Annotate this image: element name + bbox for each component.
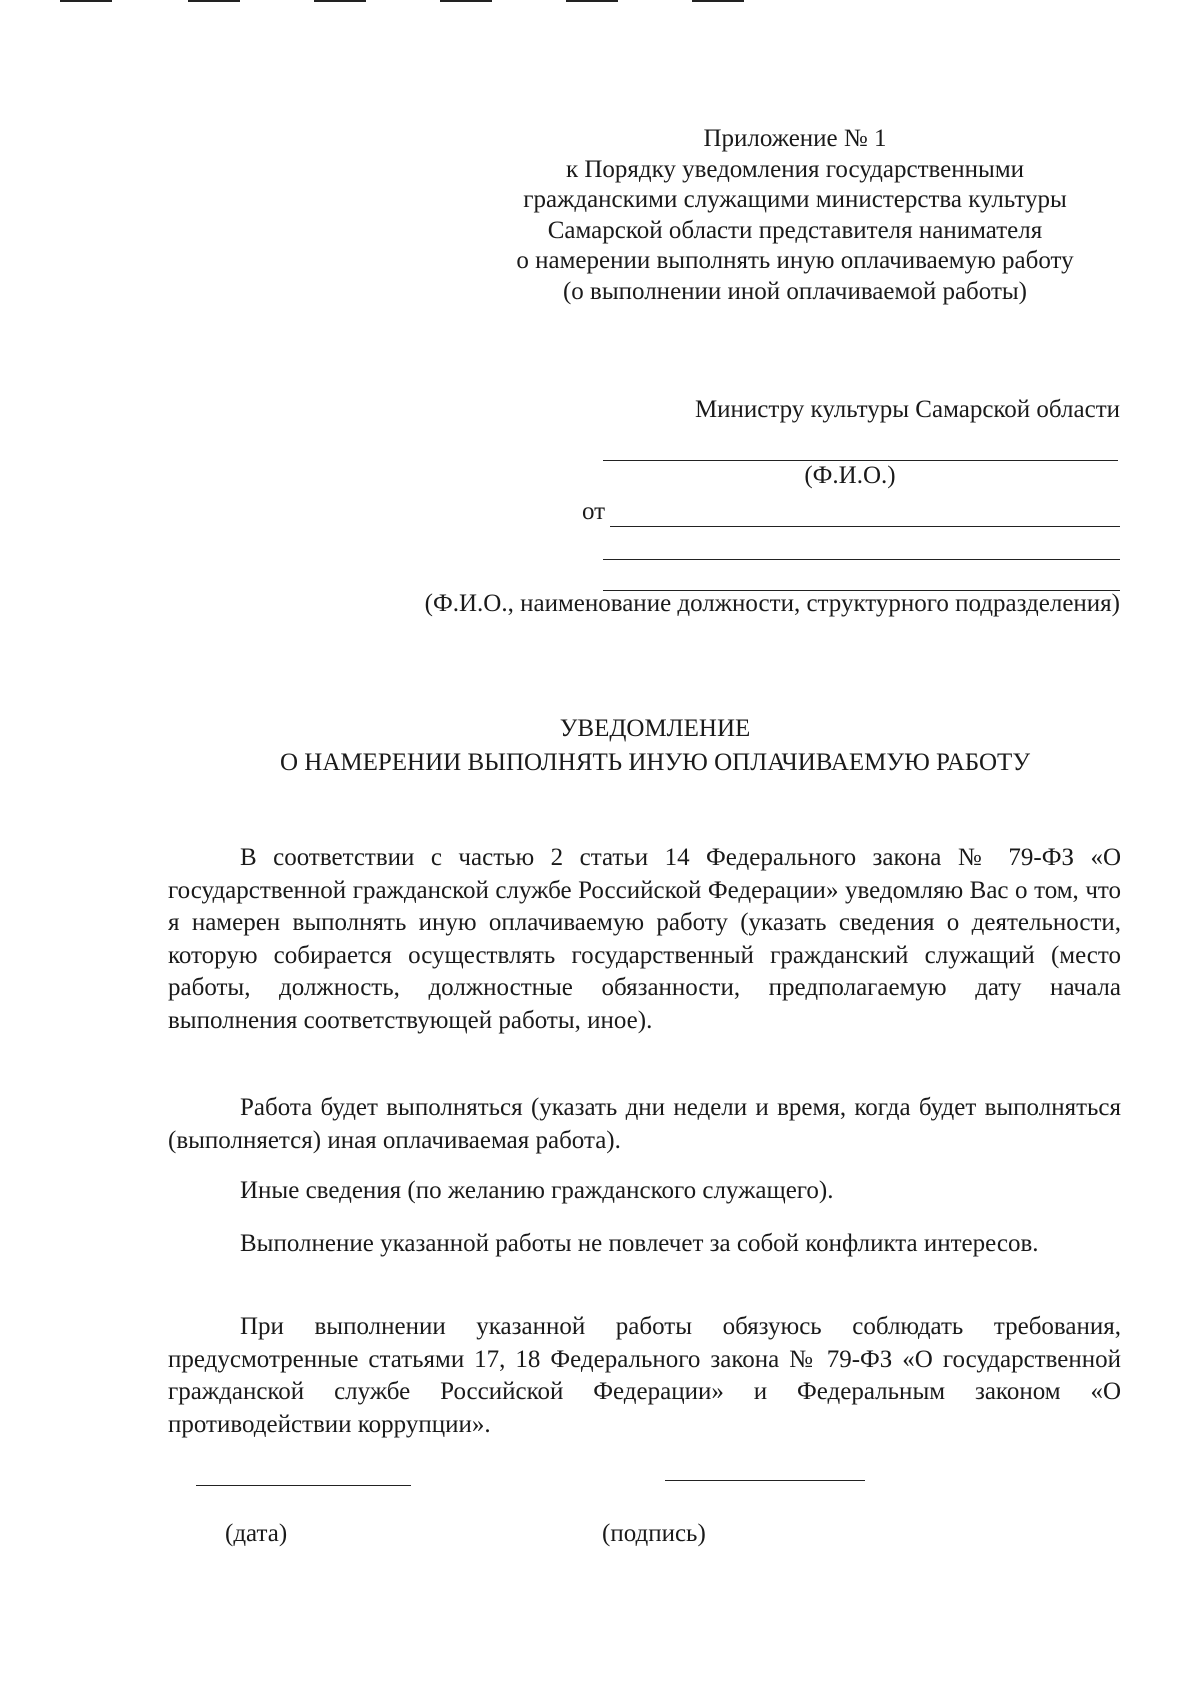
from-line-2 bbox=[603, 559, 1120, 560]
addressee-to: Министру культуры Самарской области bbox=[694, 396, 1120, 423]
signature-caption: (подпись) bbox=[602, 1520, 706, 1547]
from-caption: (Ф.И.О., наименование должности, структурного подразделения) bbox=[424, 590, 1120, 617]
scan-mark bbox=[566, 0, 618, 2]
title-line-2: О НАМЕРЕНИИ ВЫПОЛНЯТЬ ИНУЮ ОПЛАЧИВАЕМУЮ РАБОТУ bbox=[279, 749, 1031, 776]
annex-line: гражданскими служащими министерства культуры bbox=[523, 186, 1067, 213]
signature-line bbox=[665, 1480, 865, 1481]
addressee-fio-line bbox=[603, 460, 1118, 461]
scan-mark bbox=[692, 0, 744, 2]
scan-mark bbox=[314, 0, 366, 2]
annex-line: к Порядку уведомления государственными bbox=[565, 155, 1025, 183]
body-paragraph-4: Выполнение указанной работы не повлечет за собой конфликта интересов. bbox=[240, 1230, 1039, 1257]
annex-line: Приложение № 1 bbox=[703, 125, 887, 152]
body-paragraph-3: Иные сведения (по желанию гражданского служащего). bbox=[240, 1177, 834, 1204]
from-line-1 bbox=[610, 526, 1120, 527]
body-paragraph-1: В соответствии с частью 2 статьи 14 Федерального закона № 79-ФЗ «О государственной гражданской службе Российской Федерации» уведомляю Вас о том, что я намерен выполнять иную оплачиваемую работу (указать сведения о деятельности, которую собирается осуществлять государственный гражданский служащий (место работы, должность, должностные обязанности, предполагаемую дату начала выполнения соответствующей работы, иное). bbox=[168, 844, 1121, 1034]
scan-mark bbox=[60, 0, 112, 2]
scan-edge-marks bbox=[60, 0, 760, 4]
annex-line: Самарской области представителя нанимателя bbox=[547, 216, 1043, 244]
scan-mark bbox=[188, 0, 240, 2]
document-title bbox=[170, 712, 1140, 780]
title-line-1: УВЕДОМЛЕНИЕ bbox=[559, 715, 751, 742]
date-caption: (дата) bbox=[225, 1520, 288, 1547]
body-paragraph-5: При выполнении указанной работы обязуюсь соблюдать требования, предусмотренные статьями 17, 18 Федерального закона № 79-ФЗ «О государственной гражданской службе Российской Федерации» и Федеральным законом «О противодействии коррупции». bbox=[168, 1313, 1121, 1438]
annex-header bbox=[470, 124, 1120, 307]
date-line bbox=[196, 1485, 411, 1486]
addressee-fio-caption: (Ф.И.О.) bbox=[804, 462, 896, 489]
scan-mark bbox=[440, 0, 492, 2]
from-label: от bbox=[582, 498, 606, 525]
annex-line: (о выполнении иной оплачиваемой работы) bbox=[562, 277, 1027, 305]
annex-line: о намерении выполнять иную оплачиваемую работу bbox=[516, 247, 1074, 274]
body-paragraph-2: Работа будет выполняться (указать дни недели и время, когда будет выполняться (выполняется) иная оплачиваемая работа). bbox=[168, 1094, 1121, 1154]
